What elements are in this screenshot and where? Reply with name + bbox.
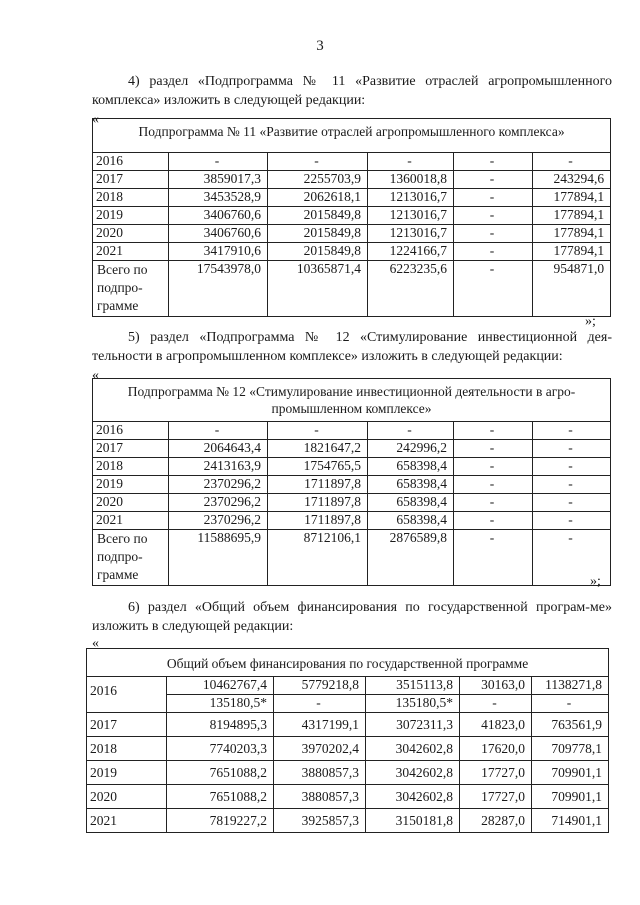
value-cell: 5779218,8 — [274, 677, 366, 695]
value-cell: 709778,1 — [532, 737, 609, 761]
total-value: 17543978,0 — [169, 261, 268, 317]
value-cell: 3406760,6 — [169, 207, 268, 225]
year-cell: 2017 — [93, 171, 169, 189]
value-cell: - — [533, 440, 611, 458]
table-row — [93, 189, 611, 207]
table-row — [87, 713, 609, 737]
value-cell: 30163,0 — [460, 677, 532, 695]
value-cell: - — [454, 494, 533, 512]
table-row — [93, 422, 611, 440]
value-cell: 3925857,3 — [274, 809, 366, 833]
open-quote-6: « — [92, 636, 99, 651]
total-value: 6223235,6 — [368, 261, 454, 317]
year-cell: 2021 — [93, 243, 169, 261]
table-row — [93, 440, 611, 458]
value-cell: 2015849,8 — [268, 207, 368, 225]
value-cell: - — [454, 207, 533, 225]
year-cell: 2020 — [93, 494, 169, 512]
section-5-text: 5) раздел «Подпрограмма № 12 «Стимулирование инвестиционной дея-тельности в агропромышленном комплексе» изложить в следующей редакции: — [92, 330, 612, 364]
value-cell: - — [454, 153, 533, 171]
table-row — [93, 243, 611, 261]
value-cell: 2413163,9 — [169, 458, 268, 476]
value-cell: - — [454, 458, 533, 476]
section-4-paragraph — [92, 72, 612, 110]
subprogram-12-table — [92, 378, 611, 586]
value-cell: 3042602,8 — [366, 785, 460, 809]
value-cell: 658398,4 — [368, 476, 454, 494]
value-cell: 3417910,6 — [169, 243, 268, 261]
value-cell: - — [274, 695, 366, 713]
value-cell: - — [454, 476, 533, 494]
value-cell: 1711897,8 — [268, 476, 368, 494]
total-label: Всего по подпро-грамме — [93, 530, 169, 586]
value-cell: 1224166,7 — [368, 243, 454, 261]
value-cell: 3453528,9 — [169, 189, 268, 207]
value-cell: 7651088,2 — [167, 785, 274, 809]
table-row — [93, 207, 611, 225]
table-row — [93, 225, 611, 243]
total-value: - — [454, 530, 533, 586]
value-cell: - — [268, 153, 368, 171]
value-cell: - — [533, 512, 611, 530]
year-cell: 2018 — [93, 458, 169, 476]
value-cell: 714901,1 — [532, 809, 609, 833]
close-quote-4: »; — [585, 314, 596, 329]
value-cell: 3072311,3 — [366, 713, 460, 737]
value-cell: - — [454, 512, 533, 530]
table-row — [93, 476, 611, 494]
value-cell: 177894,1 — [533, 243, 611, 261]
total-value: 11588695,9 — [169, 530, 268, 586]
table-row — [93, 494, 611, 512]
value-cell: - — [454, 440, 533, 458]
value-cell: 3406760,6 — [169, 225, 268, 243]
total-financing-table — [86, 648, 609, 833]
value-cell: 658398,4 — [368, 494, 454, 512]
value-cell: 2370296,2 — [169, 476, 268, 494]
value-cell: 658398,4 — [368, 512, 454, 530]
value-cell: 3515113,8 — [366, 677, 460, 695]
value-cell: - — [454, 171, 533, 189]
value-cell: 1711897,8 — [268, 494, 368, 512]
value-cell: 242996,2 — [368, 440, 454, 458]
value-cell: - — [532, 695, 609, 713]
value-cell: - — [169, 153, 268, 171]
value-cell: - — [368, 422, 454, 440]
page-number: 3 — [316, 38, 324, 54]
value-cell: 7651088,2 — [167, 761, 274, 785]
value-cell: 4317199,1 — [274, 713, 366, 737]
subprogram-11-table — [92, 118, 611, 317]
open-quote-5: « — [92, 368, 99, 383]
total-value: - — [454, 261, 533, 317]
section-5-paragraph — [92, 328, 612, 366]
table-row — [87, 809, 609, 833]
value-cell: 41823,0 — [460, 713, 532, 737]
value-cell: 2370296,2 — [169, 512, 268, 530]
value-cell: - — [533, 153, 611, 171]
value-cell: 1213016,7 — [368, 189, 454, 207]
year-cell: 2017 — [93, 440, 169, 458]
year-cell: 2019 — [93, 207, 169, 225]
table-row — [93, 171, 611, 189]
table-row — [93, 512, 611, 530]
open-quote-4: « — [92, 112, 99, 127]
value-cell: 1138271,8 — [532, 677, 609, 695]
value-cell: 3150181,8 — [366, 809, 460, 833]
value-cell: 17727,0 — [460, 761, 532, 785]
value-cell: - — [533, 422, 611, 440]
year-cell: 2020 — [93, 225, 169, 243]
value-cell: 1213016,7 — [368, 225, 454, 243]
value-cell: 1213016,7 — [368, 207, 454, 225]
value-cell: - — [454, 189, 533, 207]
value-cell: 1711897,8 — [268, 512, 368, 530]
table-row — [87, 785, 609, 809]
value-cell: - — [533, 476, 611, 494]
value-cell: 1821647,2 — [268, 440, 368, 458]
value-cell: - — [454, 422, 533, 440]
table-title: Общий объем финансирования по государственной программе — [87, 649, 609, 677]
value-cell: 3880857,3 — [274, 785, 366, 809]
value-cell: 1360018,8 — [368, 171, 454, 189]
value-cell: 763561,9 — [532, 713, 609, 737]
value-cell: 2015849,8 — [268, 225, 368, 243]
total-value: 954871,0 — [533, 261, 611, 317]
value-cell: 1754765,5 — [268, 458, 368, 476]
year-cell: 2016 — [93, 153, 169, 171]
section-6-paragraph — [92, 598, 612, 636]
value-cell: - — [533, 494, 611, 512]
table-title: Подпрограмма № 11 «Развитие отраслей агропромышленного комплекса» — [93, 119, 611, 153]
value-cell: 3880857,3 — [274, 761, 366, 785]
value-cell: 2064643,4 — [169, 440, 268, 458]
year-cell: 2019 — [93, 476, 169, 494]
value-cell: 177894,1 — [533, 207, 611, 225]
value-cell: 7819227,2 — [167, 809, 274, 833]
value-cell: 3859017,3 — [169, 171, 268, 189]
value-cell: 2370296,2 — [169, 494, 268, 512]
table-row — [87, 677, 609, 695]
value-cell: 3970202,4 — [274, 737, 366, 761]
table-row — [93, 153, 611, 171]
value-cell: 243294,6 — [533, 171, 611, 189]
year-cell: 2018 — [87, 737, 167, 761]
value-cell: - — [368, 153, 454, 171]
value-cell: 658398,4 — [368, 458, 454, 476]
year-cell: 2016 — [87, 677, 167, 713]
value-cell: 10462767,4 — [167, 677, 274, 695]
total-value: 2876589,8 — [368, 530, 454, 586]
value-cell: 7740203,3 — [167, 737, 274, 761]
table-title: Подпрограмма № 12 «Стимулирование инвестиционной деятельности в агро-промышленном комплексе» — [93, 379, 611, 422]
year-cell: 2018 — [93, 189, 169, 207]
value-cell: 135180,5* — [366, 695, 460, 713]
year-cell: 2020 — [87, 785, 167, 809]
table-row — [87, 761, 609, 785]
total-label: Всего по подпро-грамме — [93, 261, 169, 317]
value-cell: 709901,1 — [532, 785, 609, 809]
section-4-text: 4) раздел «Подпрограмма № 11 «Развитие отраслей агропромышленного комплекса» изложить в следующей редакции: — [92, 74, 612, 108]
value-cell: 709901,1 — [532, 761, 609, 785]
value-cell: - — [533, 458, 611, 476]
value-cell: - — [268, 422, 368, 440]
value-cell: 2255703,9 — [268, 171, 368, 189]
value-cell: 3042602,8 — [366, 737, 460, 761]
total-value: 10365871,4 — [268, 261, 368, 317]
value-cell: - — [460, 695, 532, 713]
total-row — [93, 530, 611, 586]
value-cell: 28287,0 — [460, 809, 532, 833]
year-cell: 2016 — [93, 422, 169, 440]
value-cell: - — [454, 225, 533, 243]
value-cell: 2015849,8 — [268, 243, 368, 261]
total-value: - — [533, 530, 611, 586]
value-cell: 8194895,3 — [167, 713, 274, 737]
year-cell: 2019 — [87, 761, 167, 785]
value-cell: 177894,1 — [533, 225, 611, 243]
value-cell: - — [454, 243, 533, 261]
section-6-text: 6) раздел «Общий объем финансирования по государственной програм-ме» изложить в следующей редакции: — [92, 600, 612, 634]
total-value: 8712106,1 — [268, 530, 368, 586]
value-cell: 135180,5* — [167, 695, 274, 713]
value-cell: 177894,1 — [533, 189, 611, 207]
value-cell: 2062618,1 — [268, 189, 368, 207]
year-cell: 2021 — [87, 809, 167, 833]
total-row — [93, 261, 611, 317]
close-quote-5: »; — [590, 574, 601, 589]
table-row — [93, 458, 611, 476]
year-cell: 2021 — [93, 512, 169, 530]
table-row — [87, 737, 609, 761]
value-cell: 3042602,8 — [366, 761, 460, 785]
value-cell: 17727,0 — [460, 785, 532, 809]
value-cell: 17620,0 — [460, 737, 532, 761]
value-cell: - — [169, 422, 268, 440]
year-cell: 2017 — [87, 713, 167, 737]
